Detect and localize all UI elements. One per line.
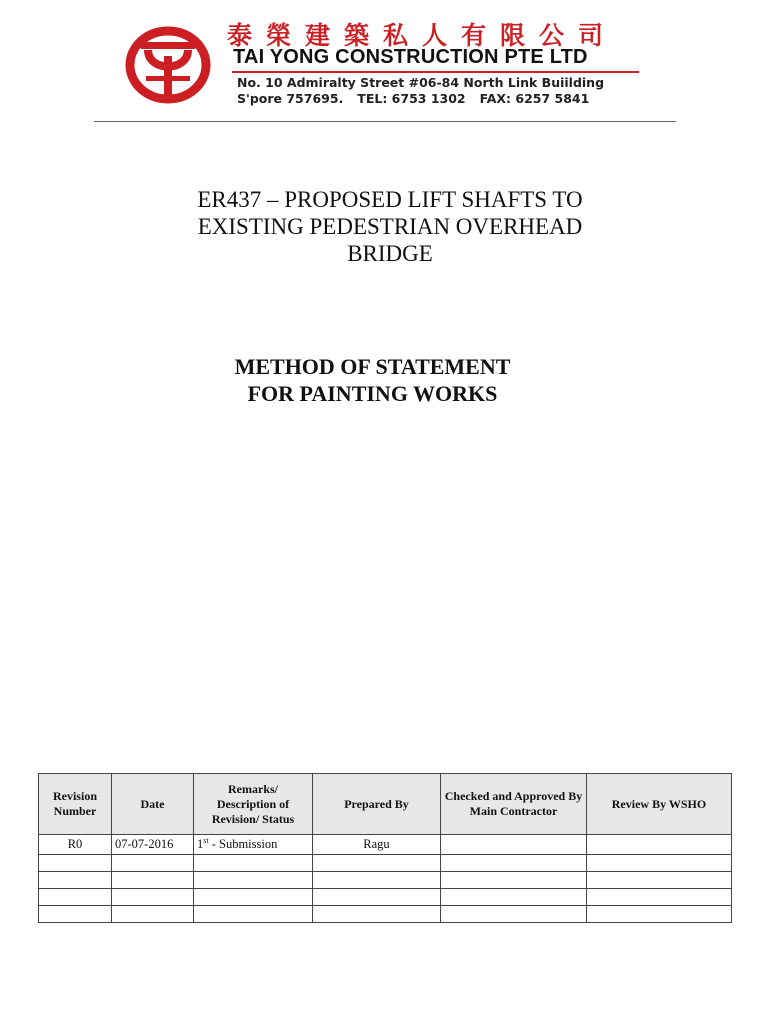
table-row [39, 855, 732, 872]
company-logo [124, 26, 212, 104]
header-review-wsho: Review By WSHO [587, 774, 732, 835]
revision-table [38, 773, 732, 923]
empty-cell [587, 855, 732, 872]
empty-cell [112, 872, 194, 889]
empty-cell [112, 889, 194, 906]
empty-cell [313, 889, 441, 906]
cell-remarks [194, 835, 313, 855]
empty-cell [194, 872, 313, 889]
table-row [39, 889, 732, 906]
empty-cell [587, 872, 732, 889]
cell-review [587, 835, 732, 855]
table-row [39, 872, 732, 889]
header-date: Date [112, 774, 194, 835]
empty-cell [313, 906, 441, 923]
project-title-line: BRIDGE [347, 241, 433, 266]
empty-cell [441, 889, 587, 906]
company-chinese-name: 泰榮建築私人有限公司 [227, 21, 618, 50]
header-divider [94, 121, 676, 122]
cell-date: 07-07-2016 [112, 835, 194, 855]
empty-cell [194, 889, 313, 906]
empty-cell [39, 906, 112, 923]
empty-cell [112, 855, 194, 872]
empty-cell [587, 906, 732, 923]
company-name: TAI YONG CONSTRUCTION PTE LTD [233, 46, 588, 68]
empty-cell [39, 855, 112, 872]
cell-checked [441, 835, 587, 855]
letterhead [124, 18, 644, 108]
cell-prepared-by: Ragu [313, 835, 441, 855]
empty-cell [112, 906, 194, 923]
remarks-number: 1 [197, 837, 204, 851]
company-tel: TEL: 6753 1302 [357, 91, 466, 106]
project-title-line: ER437 – PROPOSED LIFT SHAFTS TO [197, 187, 583, 212]
empty-cell [194, 855, 313, 872]
project-title [150, 186, 630, 267]
empty-cell [313, 855, 441, 872]
header-prepared-by: Prepared By [313, 774, 441, 835]
table-row [39, 906, 732, 923]
letterhead-rule [232, 71, 639, 73]
remarks-text: - Submission [208, 837, 278, 851]
table-header-row [39, 774, 732, 835]
empty-cell [441, 906, 587, 923]
empty-cell [441, 872, 587, 889]
empty-cell [39, 872, 112, 889]
project-title-line: EXISTING PEDESTRIAN OVERHEAD [197, 214, 583, 239]
header-remarks: Remarks/ Description of Revision/ Status [194, 774, 313, 835]
empty-cell [313, 872, 441, 889]
company-postal: S'pore 757695. [237, 91, 344, 106]
empty-cell [194, 906, 313, 923]
header-revision-number: Revision Number [39, 774, 112, 835]
empty-cell [587, 889, 732, 906]
company-fax: FAX: 6257 5841 [479, 91, 590, 106]
document-title [140, 353, 605, 407]
cell-revision: R0 [39, 835, 112, 855]
document-title-line: METHOD OF STATEMENT [234, 354, 511, 379]
header-checked-approved: Checked and Approved By Main Contractor [441, 774, 587, 835]
company-contact [237, 91, 589, 106]
company-address: No. 10 Admiralty Street #06-84 North Link Buiilding [237, 75, 605, 90]
empty-cell [441, 855, 587, 872]
empty-cell [39, 889, 112, 906]
remarks-superscript: st [203, 835, 209, 845]
document-title-line: FOR PAINTING WORKS [247, 381, 498, 406]
table-row [39, 835, 732, 855]
